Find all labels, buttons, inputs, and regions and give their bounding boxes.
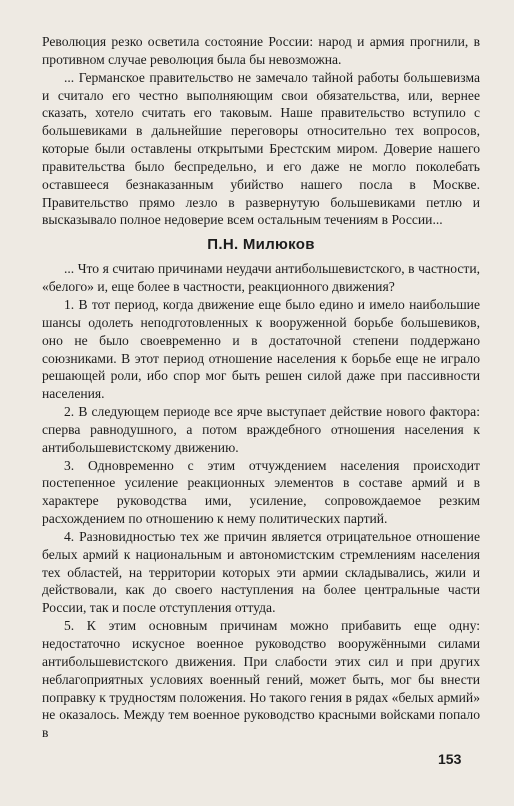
paragraph: ... Германское правительство не замечало тайной работы большевизма и считало его честно выполняющим свои обязательства, или, вернее сказать, хотело считать его таковым. Наше правительство вступило с большевиками в дальнейшие переговоры относительно тех вопросов, которые были оставлены открытыми Брестским миром. Доверие нашего правительства было беспредельно, и его даже не могло поколебать оставшееся безнаказанным убийство нашего посла в Москве. Правительство прямо лезло в развернутую большевиками петлю и высказывало полное недоверие всем остальным течениям в России... — [42, 69, 480, 228]
paragraph: 2. В следующем периоде все ярче выступает действие нового фактора: сперва равнодушного, а потом враждебного отношения населения к антибольшевистскому движению. — [42, 404, 480, 455]
paragraph: 5. К этим основным причинам можно прибавить еще одну: недостаточно искусное военное руководство вооружёнными силами антибольшевистского движения. При слабости этих сил и при других неблагоприятных условиях военный гений, может быть, мог бы внести поправку к трудностям положения. Но такого гения в рядах «белых армий» не оказалось. Между тем военное руководство красными войсками попало в — [42, 618, 480, 741]
paragraph: ... Что я считаю причинами неудачи антибольшевистского, в частности, «белого» и, еще более в частности, реакционного движения? — [42, 261, 480, 295]
page-body — [42, 33, 480, 742]
paragraph: 4. Разновидностью тех же причин является отрицательное отношение белых армий к национальным и автономистским стремлениям населения тех областей, на территории которых эти армии складывались, жили и действовали, как до своего наступления на более центральные части России, так и после отступления оттуда. — [42, 528, 480, 616]
page-number: 153 — [438, 751, 462, 767]
paragraph: 1. В тот период, когда движение еще было едино и имело наибольшие шансы одолеть неподготовленных к вооруженной борьбе большевиков, оно не было своевременно и в достаточной степени поддержано союзниками. В этот период отношение населения к борьбе еще не играло решающей роли, ибо спор мог быть решен силой даже при пассивности населения. — [42, 296, 480, 402]
section-heading: П.Н. Милюков — [207, 236, 315, 254]
paragraph: Революция резко осветила состояние России: народ и армия прогнили, в противном случае революция была бы невозможна. — [42, 34, 480, 67]
paragraph: 3. Одновременно с этим отчуждением населения происходит постепенное усиление реакционных элементов в составе армий и в характере руководства ими, усиление, сопровождаемое резким расхождением по отношению к нему политических партий. — [42, 457, 480, 527]
